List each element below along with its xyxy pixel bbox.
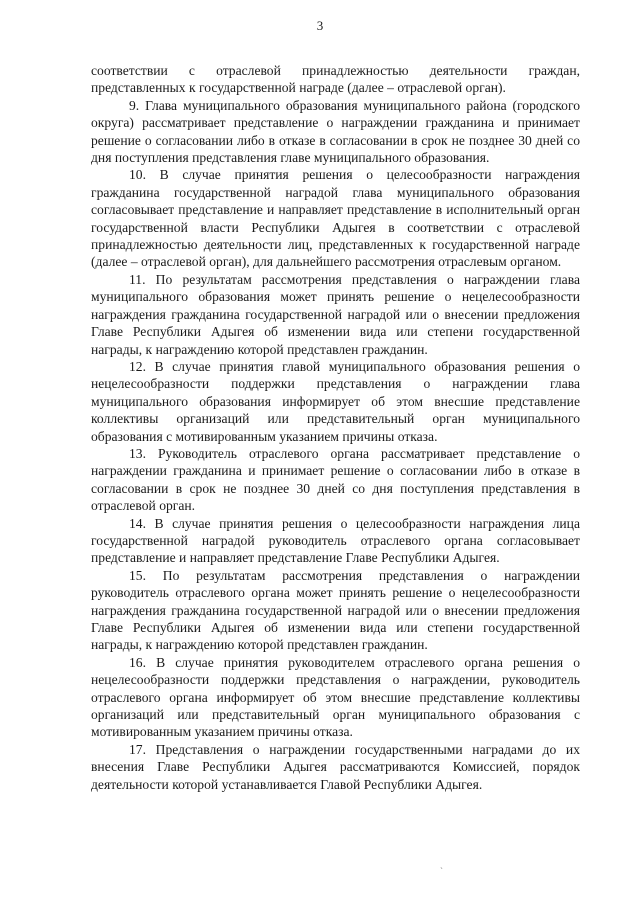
paragraph-17: 17. Представления о награждении государственными наградами до их внесения Главе Республики Адыгея рассматриваются Комиссией, порядок деятельности которой устанавливается Главой Республики Адыгея. [91, 741, 580, 792]
paragraph-10: 10. В случае принятия решения о целесообразности награждения гражданина государственной наградой глава муниципального образования согласовывает представление и направляет представление в исполнительный орган государственной власти Республики Адыгея в соответствии с отраслевой принадлежностью деятельности лиц, представленных к государственной награде (далее – отраслевой орган), для дальнейшего рассмотрения отраслевым органом. [91, 167, 580, 270]
paragraph-14: 14. В случае принятия решения о целесообразности награждения лица государственной наградой руководитель отраслевого органа согласовывает представление и направляет представление Главе Республики Адыгея. [91, 515, 580, 566]
stray-mark: ` [440, 866, 443, 876]
paragraph-12: 12. В случае принятия главой муниципального образования решения о нецелесообразности поддержки представления о награждении глава муниципального образования информирует об этом внесшие представление коллективы организаций или представительный орган муниципального образования с мотивированным указанием причины отказа. [91, 358, 580, 444]
document-body [91, 62, 580, 793]
paragraph-11: 11. По результатам рассмотрения представления о награждении глава муниципального образования может принять решение о нецелесообразности награждения гражданина государственной наградой или о внесении предложения Главе Республики Адыгея об изменении вида или степени государственной награды, к награждению которой представлен гражданин. [91, 271, 580, 357]
paragraph-9: 9. Глава муниципального образования муниципального района (городского округа) рассматривает представление о награждении гражданина и принимает решение о согласовании либо в отказе в согласовании в срок не позднее 30 дней со дня поступления представления главе муниципального образования. [91, 97, 580, 166]
paragraph-15: 15. По результатам рассмотрения представления о награждении руководитель отраслевого органа может принять решение о нецелесообразности награждения гражданина государственной наградой или о внесении предложения Главе Республики Адыгея об изменении вида или степени государственной награды, к награждению которой представлен гражданин. [91, 567, 580, 653]
paragraph-continuation: соответствии с отраслевой принадлежностью деятельности граждан, представленных к государственной награде (далее – отраслевой орган). [91, 63, 580, 96]
page-number: 3 [316, 18, 324, 33]
paragraph-13: 13. Руководитель отраслевого органа рассматривает представление о награждении гражданина и принимает решение о согласовании либо в отказе в согласовании в срок не позднее 30 дней со дня поступления представления в отраслевой орган. [91, 445, 580, 514]
paragraph-16: 16. В случае принятия руководителем отраслевого органа решения о нецелесообразности поддержки представления о награждении, руководитель отраслевого органа информирует об этом внесшие представление коллективы организаций или представительный орган муниципального образования с мотивированным указанием причины отказа. [91, 654, 580, 740]
